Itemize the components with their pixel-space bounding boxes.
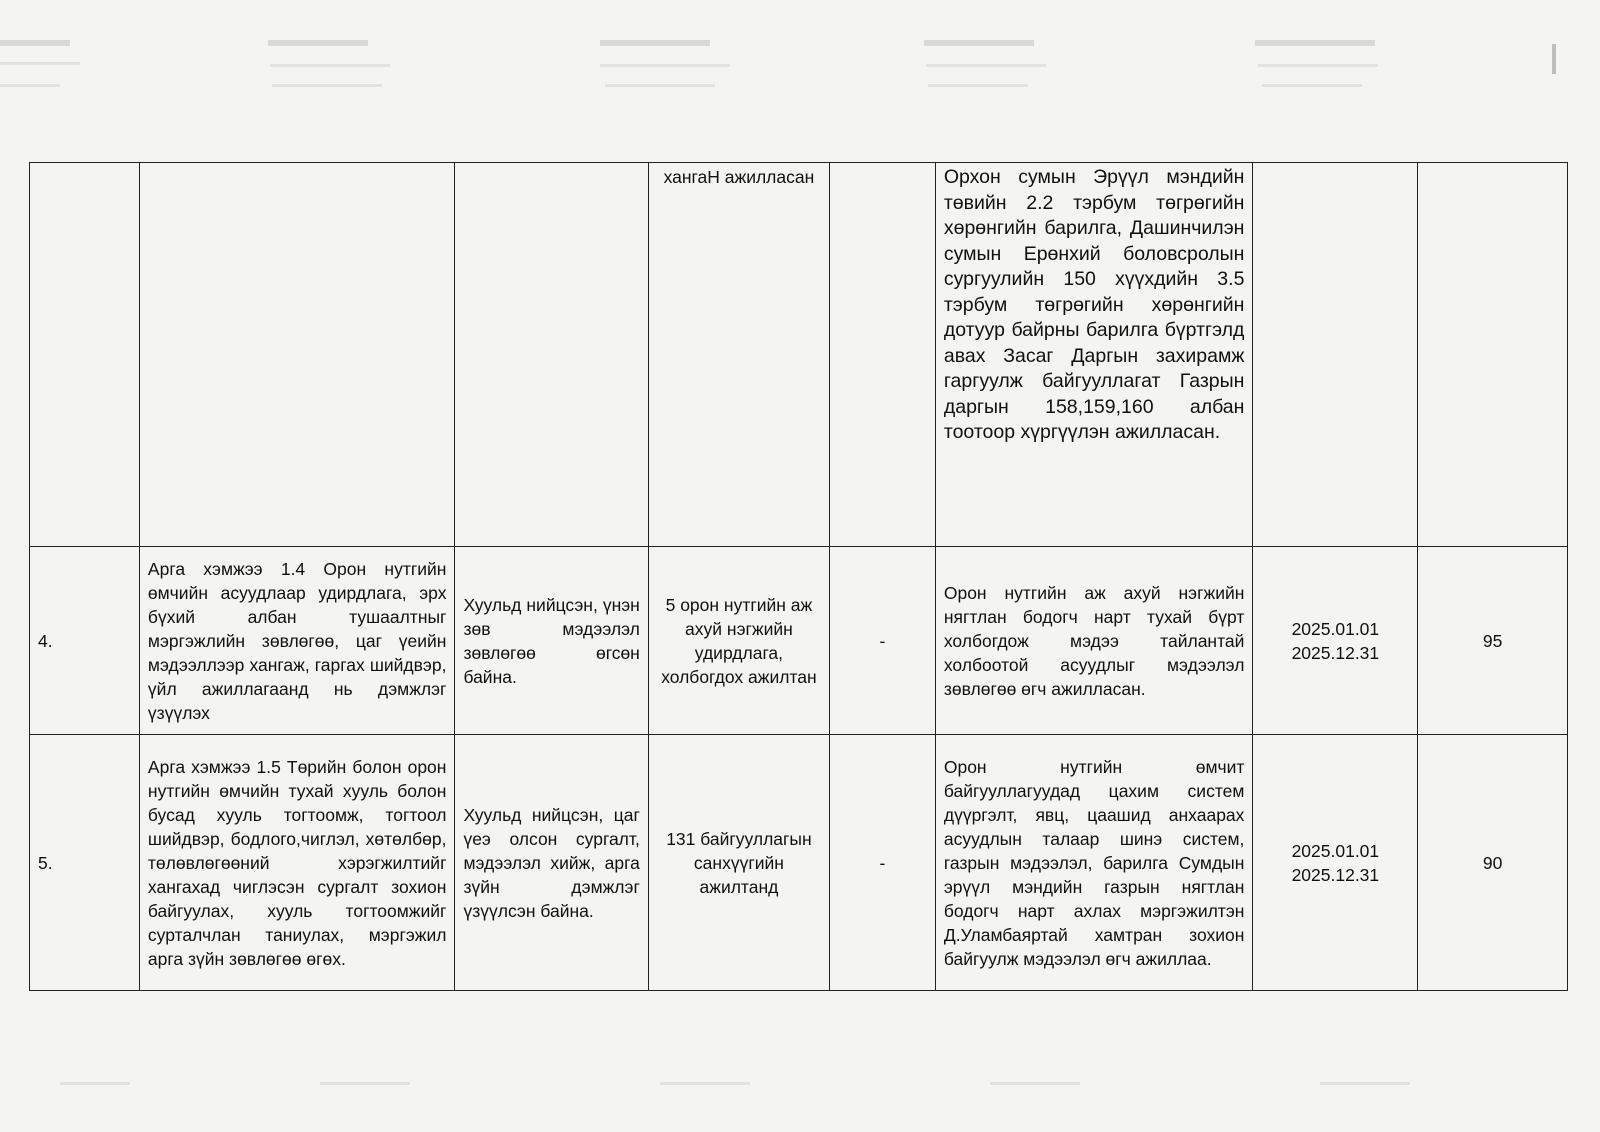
number-cell: 4. (30, 547, 140, 735)
period-start: 2025.01.01 (1291, 618, 1380, 639)
report-table (29, 162, 1568, 991)
scan-artifact (660, 1082, 750, 1085)
target-cell: 5 орон нутгийн аж ахуй нэгжийн удирдлага, холбогдох ажилтан (648, 547, 829, 735)
period-cell (1253, 547, 1418, 735)
score-cell: 95 (1418, 547, 1568, 735)
dash-cell: - (830, 547, 936, 735)
scan-artifact (924, 40, 1034, 46)
number-cell (30, 163, 140, 547)
scan-artifact (270, 64, 390, 67)
result-cell (455, 163, 648, 547)
period-cell (1253, 735, 1418, 991)
scan-artifact (272, 84, 382, 87)
scan-artifact (990, 1082, 1080, 1085)
scan-artifact (1262, 84, 1362, 87)
scan-artifact (1258, 64, 1378, 67)
scan-artifact (1320, 1082, 1410, 1085)
target-cell (648, 163, 829, 547)
scan-artifact (605, 84, 715, 87)
dash-cell: - (830, 735, 936, 991)
target-text: хангаН ажилласан (663, 167, 815, 187)
performance-cell: Орон нутгийн аж ахуй нэгжийн нягтлан бодогч нарт тухай бүрт холбогдож мэдээ тайлантай холбоотой асуудлыг мэдээлэл зөвлөгөө өгч ажилласан. (935, 547, 1253, 735)
table-row (30, 547, 1568, 735)
scan-artifact (928, 84, 1028, 87)
scan-artifact (268, 40, 368, 46)
scan-artifact (600, 40, 710, 46)
scan-artifact (320, 1082, 410, 1085)
scan-artifact (1255, 40, 1375, 46)
period-cell (1253, 163, 1418, 547)
scan-artifact (0, 62, 80, 65)
period-start: 2025.01.01 (1291, 840, 1380, 861)
measure-cell: Арга хэмжээ 1.5 Төрийн болон орон нутгийн өмчийн тухай хууль болон бусад хууль тогтоомж, тогтоол шийдвэр, бодлого,чиглэл, хөтөлбөр, төлөвлөгөөний хэрэгжилтийг хангахад чиглэсэн сургалт зохион байгуулах, хууль тогтоомжийг сурталчлан таниулах, мэргэжил арга зүйн зөвлөгөө өгөх. (139, 735, 455, 991)
performance-text: Орхон сумын Эрүүл мэндийн төвийн 2.2 тэрбум төгрөгийн хөрөнгийн барилга, Дашинчилэн сумын Ерөнхий боловсролын сургуулийн 150 хүүхдийн 3.5 тэрбум төгрөгийн хөрөнгийн дотуур байрны барилга бүртгэлд авах Засаг Даргын захирамж гаргуулж байгууллагат Газрын даргын 158,159,160 албан тоотоор хүргүүлэн ажилласан. (943, 166, 1245, 443)
scan-artifact (0, 84, 60, 87)
performance-cell: Орон нутгийн өмчит байгууллагуудад цахим систем дүүргэлт, явц, цаашид анхаарах асуудлын талаар шинэ систем, газрын мэдээлэл, барилга Сумдын эрүүл мэндийн газрын нягтлан бодогч нарт ахлах мэргэжилтэн Д.Уламбаяртай хамтран зохион байгуулж мэдээлэл өгч ажиллаа. (935, 735, 1253, 991)
scan-artifact (1552, 44, 1556, 74)
table-row (30, 735, 1568, 991)
scan-artifact (0, 40, 70, 46)
performance-cell (935, 163, 1253, 547)
scan-artifact (60, 1082, 130, 1085)
result-cell: Хуульд нийцсэн, цаг үеэ олсон сургалт, мэдээлэл хийж, арга зүйн дэмжлэг үзүүлсэн байна. (455, 735, 648, 991)
period-end: 2025.12.31 (1291, 864, 1380, 885)
measure-cell (139, 163, 455, 547)
target-cell: 131 байгууллагын санхүүгийн ажилтанд (648, 735, 829, 991)
table-row (30, 163, 1568, 547)
score-cell (1418, 163, 1568, 547)
measure-cell: Арга хэмжээ 1.4 Орон нутгийн өмчийн асуудлаар удирдлага, эрх бүхий албан тушаалтныг мэргэжлийн зөвлөгөө, цаг үеийн мэдээллээр хангаж, гаргах шийдвэр, үйл ажиллагаанд нь дэмжлэг үзүүлэх (139, 547, 455, 735)
result-cell: Хуульд нийцсэн, үнэн зөв мэдээлэл зөвлөгөө өгсөн байна. (455, 547, 648, 735)
scan-artifact (600, 64, 730, 67)
period-end: 2025.12.31 (1291, 642, 1380, 663)
dash-cell (830, 163, 936, 547)
score-cell: 90 (1418, 735, 1568, 991)
scan-artifact (926, 64, 1046, 67)
number-cell: 5. (30, 735, 140, 991)
